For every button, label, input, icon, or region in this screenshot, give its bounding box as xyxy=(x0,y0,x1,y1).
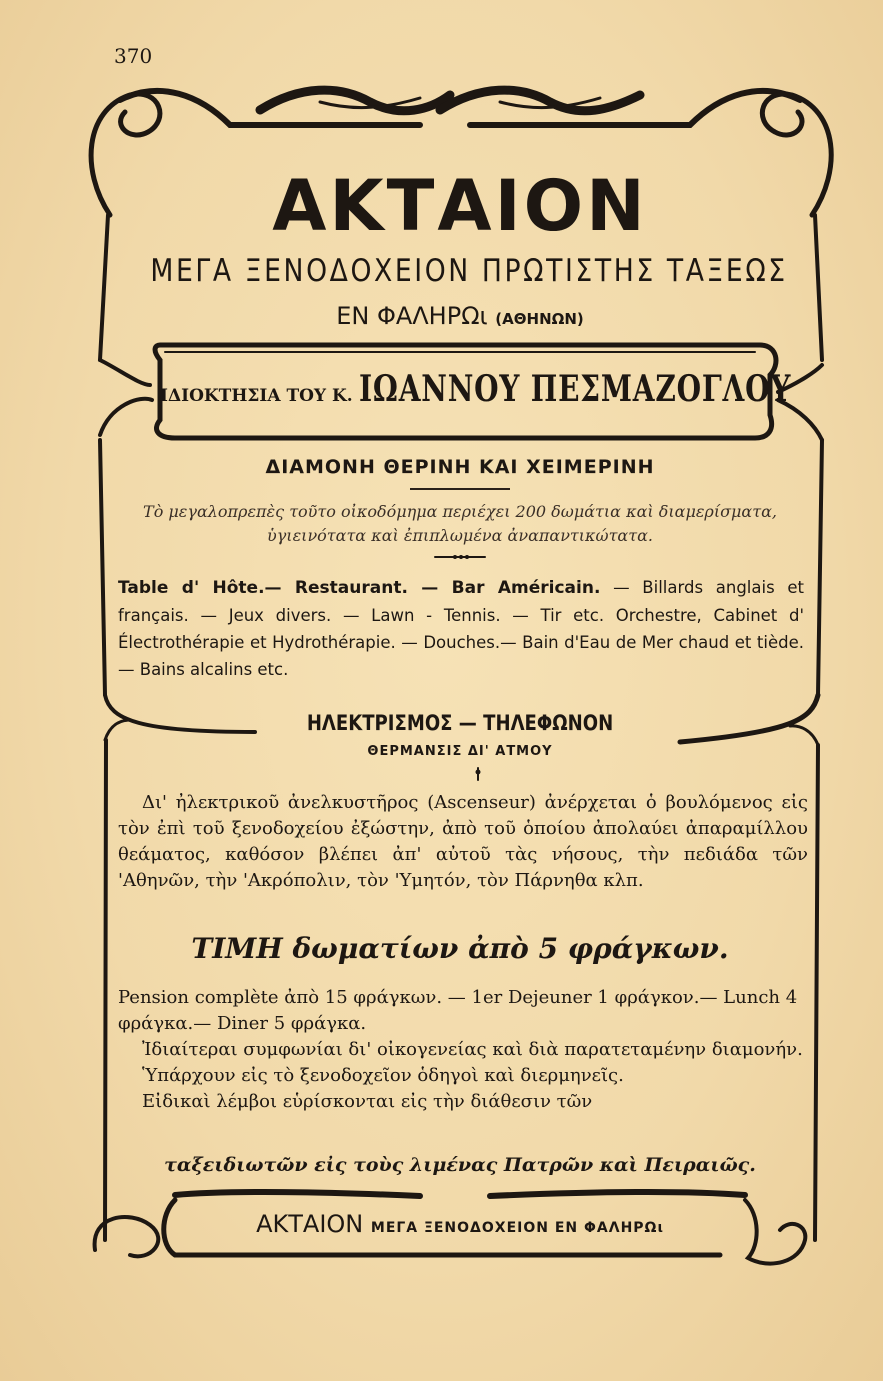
footer-tagline: ΜΕΓΑ ΞΕΝΟΔΟΧΕΙΟΝ ΕΝ ΦΑΛΗΡΩι xyxy=(370,1220,664,1236)
proprietor-prefix: ΙΔΙΟΚΤΗΣΙΑ ΤΟΥ Κ. xyxy=(160,386,353,406)
divider xyxy=(410,488,510,490)
location-note: (ΑΘΗΝΩΝ) xyxy=(495,310,584,328)
stay-heading: ΔΙΑΜΟΝΗ ΘΕΡΙΝΗ ΚΑΙ ΧΕΙΜΕΡΙΝΗ xyxy=(265,456,655,478)
pricing-item: Ὑπάρχουν εἰς τὸ ξενοδοχεῖον ὁδηγοὶ καὶ διερμηνεῖς. xyxy=(142,1065,624,1086)
proprietor-name: ΙΩΑΝΝΟΥ ΠΕΣΜΑΖΟΓΛΟΥ xyxy=(358,368,791,410)
proprietor-line xyxy=(160,368,791,410)
heating-heading: ΘΕΡΜΑΝΣΙΣ ΔΙ' ΑΤΜΟΥ xyxy=(367,744,553,759)
hotel-title: ΑΚΤΑΙΟΝ xyxy=(272,165,648,247)
elevator-text: Δι' ἠλεκτρικοῦ ἀνελκυστῆρος (Ascenseur) ἀνέρχεται ὁ βουλόμενος εἰς τὸν ἐπὶ τοῦ ξενοδοχείου ἐξώστην, ἀπὸ τοῦ ὁποίου ἀπολαύει ἀπαραμίλλου θεάματος, καθόσον βλέπει ἀπ' αὐτοῦ τὰς νήσους, τὴν πεδιάδα τῶν 'Αθηνῶν, τὴν 'Ακρόπολιν, τὸν 'Υμητόν, τὸν Πάρνηθα κλπ. xyxy=(118,792,808,891)
footer-line xyxy=(100,1210,820,1238)
page-number: 370 xyxy=(114,44,153,68)
pricing-item: Pension complète ἀπὸ 15 φράγκων. — 1er Dejeuner 1 φράγκον.— Lunch 4 φράγκα.— Diner 5 φράγκα. xyxy=(118,987,798,1034)
price-heading: ΤΙΜΗ δωματίων ἀπὸ 5 φράγκων. xyxy=(191,932,729,965)
pricing-item: Εἰδικαὶ λέμβοι εὑρίσκονται εἰς τὴν διάθεσιν τῶν xyxy=(142,1091,593,1112)
amenities-head: Table d' Hôte.— Restaurant. — Bar Américain. xyxy=(118,578,601,598)
hotel-subtitle: ΜΕΓΑ ΞΕΝΟΔΟΧΕΙΟΝ ΠΡΩΤΙΣΤΗΣ ΤΑΞΕΩΣ xyxy=(150,253,788,289)
footer-name: ΑΚΤΑΙΟΝ xyxy=(256,1210,364,1238)
utilities-heading: ΗΛΕΚΤΡΙΣΜΟΣ — ΤΗΛΕΦΩΝΟΝ xyxy=(306,711,614,735)
pricing-item: Ἰδιαίτεραι συμφωνίαι δι' οἰκογενείας καὶ διὰ παρατεταμένην διαμονήν. xyxy=(142,1039,803,1060)
elevator-paragraph xyxy=(118,790,808,894)
ships-line: ταξειδιωτῶν εἰς τοὺς λιμένας Πατρῶν καὶ Πειραιῶς. xyxy=(164,1154,756,1176)
amenities-text xyxy=(118,574,804,683)
pricing-list xyxy=(118,985,808,1115)
intro-text: Τὸ μεγαλοπρεπὲς τοῦτο οἰκοδόμημα περιέχει 200 δωμάτια καὶ διαμερίσματα, ὑγιεινότατα καὶ ἐπιπλωμένα ἀναπαντικώτατα. xyxy=(143,502,777,545)
amenities-rest: — Billards anglais et français. — Jeux divers. — Lawn - Tennis. — Tir etc. Orchestre, Cabinet d' Électrothérapie et Hydrothérapie. — Douches.— Bain d'Eau de Mer chaud et tiède.— Bains alcalins etc. xyxy=(118,578,805,679)
hotel-location xyxy=(100,302,820,330)
location-text: ΕΝ ΦΑΛΗΡΩι xyxy=(336,302,488,330)
